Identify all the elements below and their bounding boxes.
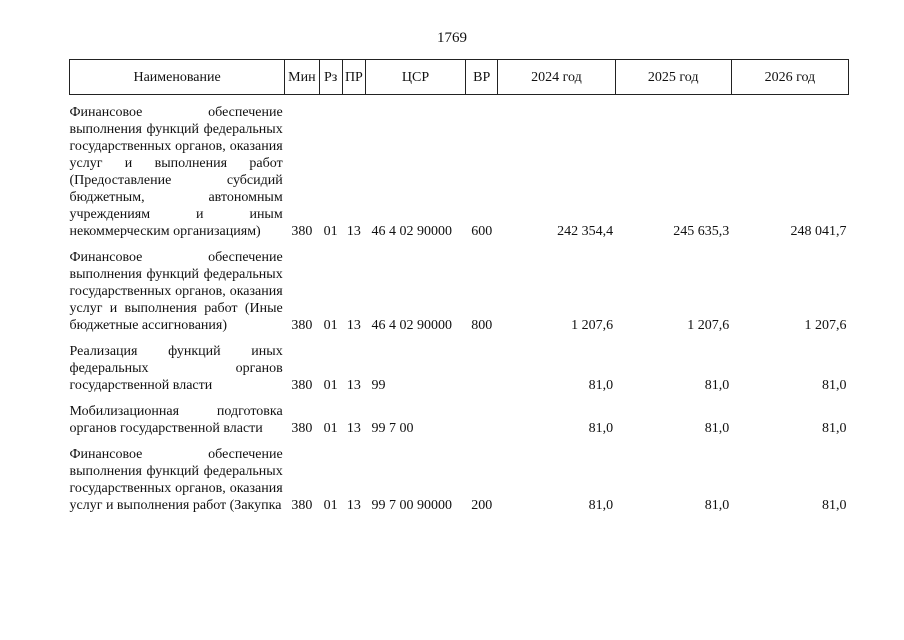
header-pr: ПР xyxy=(342,60,365,95)
row-pr: 13 xyxy=(346,498,361,513)
row-rz: 01 xyxy=(323,498,338,513)
row-vr: 600 xyxy=(471,224,493,239)
table-row xyxy=(70,95,849,241)
table-body xyxy=(70,95,849,515)
header-2026: 2026 год xyxy=(731,60,848,95)
row-vr: 200 xyxy=(471,498,493,513)
row-csr: 99 7 00 90000 xyxy=(371,498,453,513)
row-rz: 01 xyxy=(323,318,338,333)
row-min: 380 xyxy=(291,421,313,436)
row-name: Мобилизационная подготовка органов государственной власти xyxy=(69,404,283,436)
budget-table xyxy=(69,59,849,514)
row-2025: 245 635,3 xyxy=(673,224,730,239)
row-2024: 242 354,4 xyxy=(557,224,614,239)
table-row xyxy=(70,394,849,437)
row-2024: 81,0 xyxy=(588,421,614,436)
row-pr: 13 xyxy=(346,318,361,333)
row-name: Финансовое обеспечение выполнения функций федеральных государственных органов, оказания услуг и выполнения работ (Иные бюджетные ассигнования) xyxy=(69,250,283,333)
row-2026: 248 041,7 xyxy=(790,224,847,239)
row-2026: 81,0 xyxy=(822,498,847,513)
row-vr xyxy=(466,394,498,437)
row-min: 380 xyxy=(291,498,313,513)
row-min: 380 xyxy=(291,224,313,239)
row-pr: 13 xyxy=(346,224,361,239)
row-2026: 81,0 xyxy=(822,421,847,436)
row-2024: 81,0 xyxy=(588,498,614,513)
row-min: 380 xyxy=(291,378,313,393)
row-vr xyxy=(466,334,498,394)
row-rz: 01 xyxy=(323,378,338,393)
table-header xyxy=(70,60,849,95)
row-2025: 1 207,6 xyxy=(687,318,730,333)
row-name: Финансовое обеспечение выполнения функций федеральных государственных органов, оказания услуг и выполнения работ (Предоставление субсидий бюджетным, автономным учреждениям и иным некоммерческим организациям) xyxy=(69,105,283,239)
row-vr: 800 xyxy=(471,318,493,333)
header-csr: ЦСР xyxy=(366,60,466,95)
row-csr: 99 xyxy=(371,378,386,393)
row-name: Реализация функций иных федеральных органов государственной власти xyxy=(69,344,283,393)
header-vr: ВР xyxy=(466,60,498,95)
row-csr: 99 7 00 xyxy=(371,421,414,436)
row-2025: 81,0 xyxy=(704,421,730,436)
row-pr: 13 xyxy=(346,378,361,393)
row-2026: 81,0 xyxy=(822,378,847,393)
table-row xyxy=(70,334,849,394)
header-2024: 2024 год xyxy=(498,60,615,95)
header-row xyxy=(70,60,849,95)
table-row xyxy=(70,437,849,514)
row-2026: 1 207,6 xyxy=(804,318,847,333)
row-name: Финансовое обеспечение выполнения функций федеральных государственных органов, оказания услуг и выполнения работ (Закупка xyxy=(69,447,283,513)
row-2025: 81,0 xyxy=(704,378,730,393)
header-name: Наименование xyxy=(70,60,285,95)
row-2024: 81,0 xyxy=(588,378,614,393)
row-rz: 01 xyxy=(323,421,338,436)
row-2024: 1 207,6 xyxy=(571,318,614,333)
row-rz: 01 xyxy=(323,224,338,239)
table-row xyxy=(70,240,849,334)
page-number: 1769 xyxy=(437,30,467,46)
row-csr: 46 4 02 90000 xyxy=(371,318,453,333)
header-rz: Рз xyxy=(319,60,342,95)
row-pr: 13 xyxy=(346,421,361,436)
header-min: Мин xyxy=(285,60,319,95)
row-csr: 46 4 02 90000 xyxy=(371,224,453,239)
row-2025: 81,0 xyxy=(704,498,730,513)
row-min: 380 xyxy=(291,318,313,333)
header-2025: 2025 год xyxy=(615,60,731,95)
